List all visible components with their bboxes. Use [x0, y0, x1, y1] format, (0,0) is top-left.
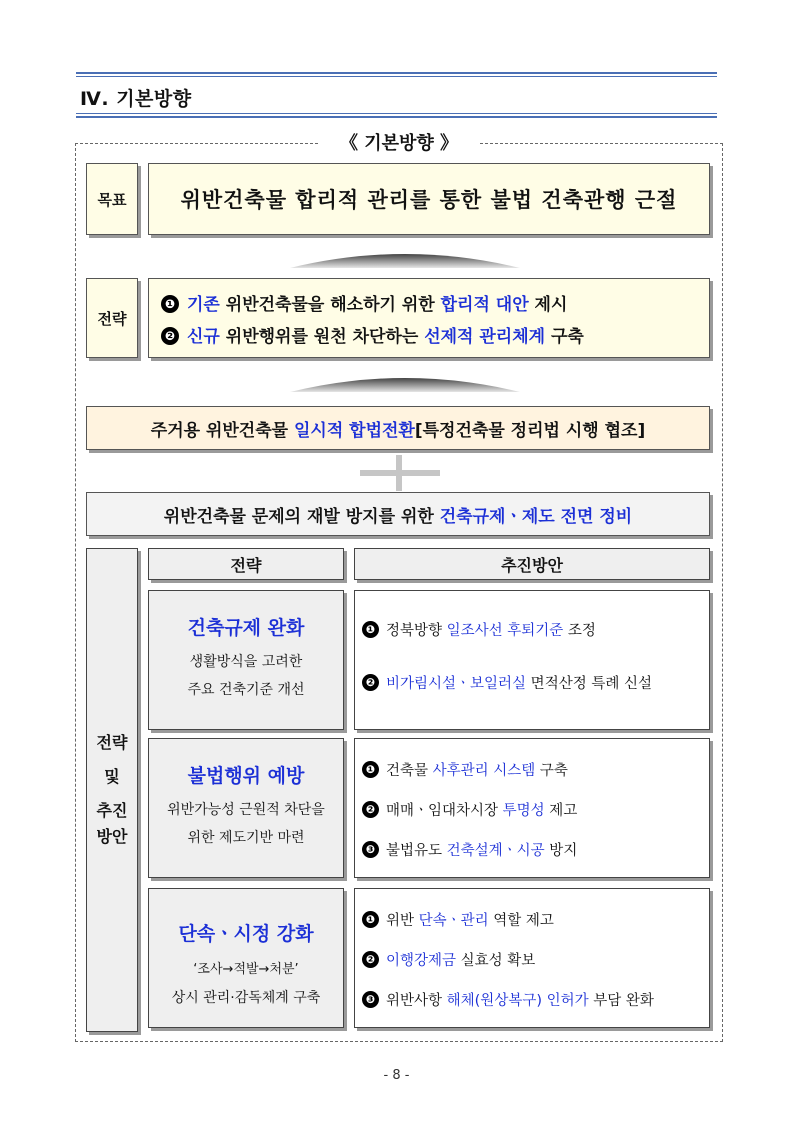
action-item — [362, 759, 709, 780]
action-text-a: 건축물 — [386, 763, 433, 779]
action-item — [362, 799, 709, 820]
strategy-desc-line: 위반가능성 근원적 차단을 — [167, 802, 325, 818]
section-rule-top — [76, 72, 717, 77]
action-item — [362, 839, 709, 860]
action-item — [362, 949, 709, 970]
goal-label — [86, 163, 138, 235]
header-actions — [354, 548, 710, 580]
action-highlight: 일조사선 후퇴기준 — [446, 623, 564, 639]
action-text-a: 불법유도 — [386, 843, 447, 859]
goal-box — [148, 163, 710, 235]
header-strategy — [148, 548, 344, 580]
strategy-2-text-a: 위반행위를 원천 차단하는 — [219, 327, 425, 347]
action-text-a: 위반사항 — [386, 993, 447, 1009]
strategy-desc-line: ‘조사→적발→처분’ — [193, 962, 299, 977]
header-strategy-text: 전략 — [230, 555, 262, 575]
number-1-icon: ❶ — [362, 621, 379, 638]
strategy-box — [148, 278, 710, 358]
action-text-b: 구축 — [535, 763, 568, 779]
strategy-cell — [148, 738, 344, 878]
band2-text: 위반건축물 문제의 재발 방지를 위한 — [163, 506, 434, 527]
strategy-line-1 — [161, 289, 709, 321]
number-1-icon: ❶ — [362, 761, 379, 778]
action-highlight: 사후관리 시스템 — [432, 763, 536, 779]
strategy-1-text-a: 위반건축물을 해소하기 위한 — [219, 295, 441, 315]
number-1-icon: ❶ — [161, 295, 179, 313]
up-arrow-shape — [290, 362, 520, 396]
action-text-b: 면적산정 특례 신설 — [526, 676, 652, 692]
action-text-a: 위반 — [386, 913, 419, 929]
actions-cell — [354, 590, 710, 730]
strategy-1-highlight-a: 기존 — [187, 295, 220, 315]
action-text-a: 정북방향 — [386, 623, 447, 639]
actions-cell — [354, 738, 710, 878]
strategy-title: 단속ㆍ시정 강화 — [178, 923, 314, 945]
action-item — [362, 989, 709, 1010]
action-text-b: 부담 완화 — [588, 993, 654, 1009]
strategy-desc-line: 생활방식을 고려한 — [189, 654, 303, 670]
action-item — [362, 909, 709, 930]
strategy-2-highlight-a: 신규 — [187, 327, 220, 347]
side-label-line: 방안 — [96, 827, 128, 846]
action-text-b: 방지 — [544, 843, 578, 859]
action-text-a: 매매ㆍ임대차시장 — [386, 803, 503, 819]
number-3-icon: ❸ — [362, 841, 379, 858]
number-2-icon: ❷ — [362, 674, 379, 691]
strategy-1-highlight-b: 합리적 대안 — [440, 295, 529, 315]
band1-text-a: 주거용 위반건축물 — [150, 420, 289, 441]
up-arrow-shape — [290, 238, 520, 272]
action-highlight: 투명성 — [502, 803, 545, 819]
section-title: Ⅳ. 기본방향 — [80, 88, 192, 110]
action-item — [362, 619, 709, 640]
strategy-desc-line: 위한 제도기반 마련 — [187, 830, 305, 846]
page-number: - 8 - — [383, 1068, 410, 1083]
strategy-title: 불법행위 예방 — [187, 765, 305, 787]
strategy-label — [86, 278, 138, 358]
action-text-b: 실효성 확보 — [456, 953, 536, 969]
strategy-2-highlight-b: 선제적 관리체계 — [424, 327, 546, 347]
section-rule-bottom — [76, 113, 717, 118]
number-2-icon: ❷ — [362, 951, 379, 968]
strategy-2-text-b: 구축 — [545, 327, 584, 347]
strategy-desc-line: 상시 관리·감독체계 구축 — [171, 990, 321, 1006]
action-text-b: 제고 — [544, 803, 578, 819]
action-highlight: 해체(원상복구) 인허가 — [446, 993, 589, 1009]
number-2-icon: ❷ — [362, 801, 379, 818]
action-text-b: 역할 제고 — [488, 913, 554, 929]
action-highlight: 비가림시설ㆍ보일러실 — [386, 676, 527, 692]
side-label-line: 추진 — [96, 801, 128, 820]
action-highlight: 건축설계ㆍ시공 — [446, 843, 545, 859]
strategy-cell — [148, 888, 344, 1028]
strategy-cell — [148, 590, 344, 730]
action-text-b: 조정 — [563, 623, 596, 639]
action-highlight: 이행강제금 — [386, 953, 457, 969]
strategy-1-text-b: 제시 — [528, 295, 568, 315]
strategy-line-2 — [161, 321, 709, 353]
goal-text: 위반건축물 합리적 관리를 통한 불법 건축관행 근절 — [180, 188, 678, 212]
action-item — [362, 672, 709, 693]
number-1-icon: ❶ — [362, 911, 379, 928]
header-actions-text: 추진방안 — [501, 555, 563, 575]
goal-label-text: 목표 — [97, 190, 127, 209]
number-3-icon: ❸ — [362, 991, 379, 1008]
band1-highlight: 일시적 합법전환 — [293, 420, 415, 441]
plus-icon — [396, 455, 402, 491]
strategy-and-actions-label — [86, 548, 138, 1032]
side-label-line: 전략 — [96, 733, 128, 752]
strategy-label-text: 전략 — [97, 309, 127, 328]
strategy-desc-line: 주요 건축기준 개선 — [187, 682, 305, 698]
number-2-icon: ❷ — [161, 327, 179, 345]
side-label-line: 및 — [104, 767, 120, 786]
band-temporary-legalization — [86, 406, 710, 450]
actions-cell — [354, 888, 710, 1028]
band-regulation-reform — [86, 492, 710, 536]
band1-text-b: [특정건축물 정리법 시행 협조] — [414, 420, 646, 441]
strategy-title: 건축규제 완화 — [187, 617, 305, 639]
frame-title: 《 기본방향 》 — [320, 130, 478, 158]
band2-highlight: 건축규제ㆍ제도 전면 정비 — [439, 506, 633, 527]
action-highlight: 단속ㆍ관리 — [418, 913, 489, 929]
